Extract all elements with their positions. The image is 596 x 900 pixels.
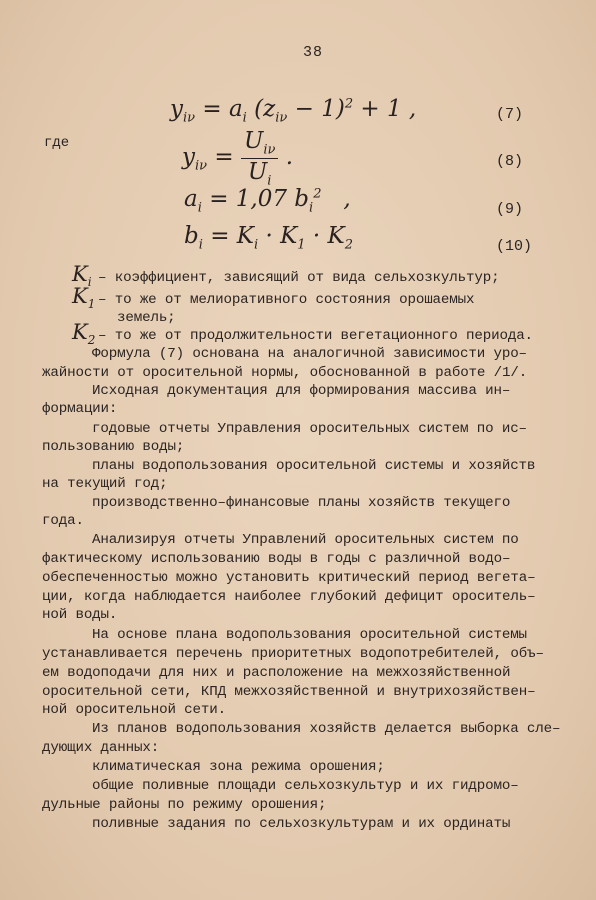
k-i-definition: – коэффициент, зависящий от вида сельхозкультур; [98,270,500,286]
body-line-19: оросительной сети, КПД межхозяйственной и внутрихозяйствен– [42,684,536,700]
gde-label: где [44,135,70,151]
body-line-22: дующих данных: [42,740,160,756]
k-2-symbol: $K_2$ [72,320,96,348]
body-line-11: Анализируя отчеты Управлений оросительных систем по [92,532,519,548]
body-line-23: климатическая зона режима орошения; [92,759,385,775]
equation-8: $y_{i\nu}$ = $\frac{U_{i\nu}}{U_i}$ . [182,128,294,189]
equation-9-number: (9) [496,201,524,218]
body-line-10: года. [42,513,84,529]
body-line-2: жайности от оросительной нормы, обоснованной в работе /1/. [42,365,528,381]
k-1-definition-line-1: – то же от мелиоративного состояния орошаемых [98,292,475,308]
body-line-6: пользованию воды; [42,439,185,455]
body-line-21: Из планов водопользования хозяйств делается выборка сле– [92,721,561,737]
body-line-18: ем водоподачи для них и расположение на межхозяйственной [42,665,511,681]
body-line-20: ной оросительной сети. [42,702,227,718]
body-line-3: Исходная документация для формирования массива ин– [92,383,511,399]
body-line-4: формации: [42,401,118,417]
body-line-15: ной воды. [42,607,118,623]
body-line-8: на текущий год; [42,476,168,492]
equation-8-fraction: $\frac{U_{i\nu}}{U_i}$ [241,128,278,188]
body-line-7: планы водопользования оросительной системы и хозяйств [92,458,536,474]
k-2-definition: – то же от продолжительности вегетационного периода. [98,328,533,344]
equation-9: $a_i = 1,07$ $b_i^2$ , [184,186,351,216]
body-line-26: поливные задания по сельхозкультурам и их ординаты [92,816,511,832]
body-line-16: На основе плана водопользования оросительной системы [92,627,527,643]
k-1-definition-line-2: земель; [117,310,176,326]
equation-10: $b_i = K_i \cdot K_1 \cdot K_2$ [184,223,353,253]
equation-7-number: (7) [496,106,524,123]
body-line-24: общие поливные площади сельхозкультур и их гидромо– [92,778,519,794]
equation-8-number: (8) [496,153,524,170]
body-line-14: ции, когда наблюдается наиболее глубокий дефицит ороситель– [42,589,536,605]
body-line-9: производственно–финансовые планы хозяйств текущего [92,495,511,511]
k-i-symbol: $K_i$ [72,262,92,290]
page-number: 38 [303,44,324,61]
k-1-symbol: $K_1$ [72,284,96,312]
body-line-17: устанавливается перечень приоритетных водопотребителей, объ– [42,646,544,662]
body-line-25: дульные районы по режиму орошения; [42,797,327,813]
body-line-5: годовые отчеты Управления оросительных систем по ис– [92,421,527,437]
equation-7: $y_{i\nu} = a_i$ $(z_{i\nu} - 1)^2 + 1$ , [170,96,417,126]
body-line-1: Формула (7) основана на аналогичной зависимости уро– [92,346,527,362]
body-line-12: фактическому использованию воды в годы с различной водо– [42,551,511,567]
equation-10-number: (10) [496,238,533,255]
body-line-13: обеспеченностью можно установить критический период вегета– [42,570,536,586]
